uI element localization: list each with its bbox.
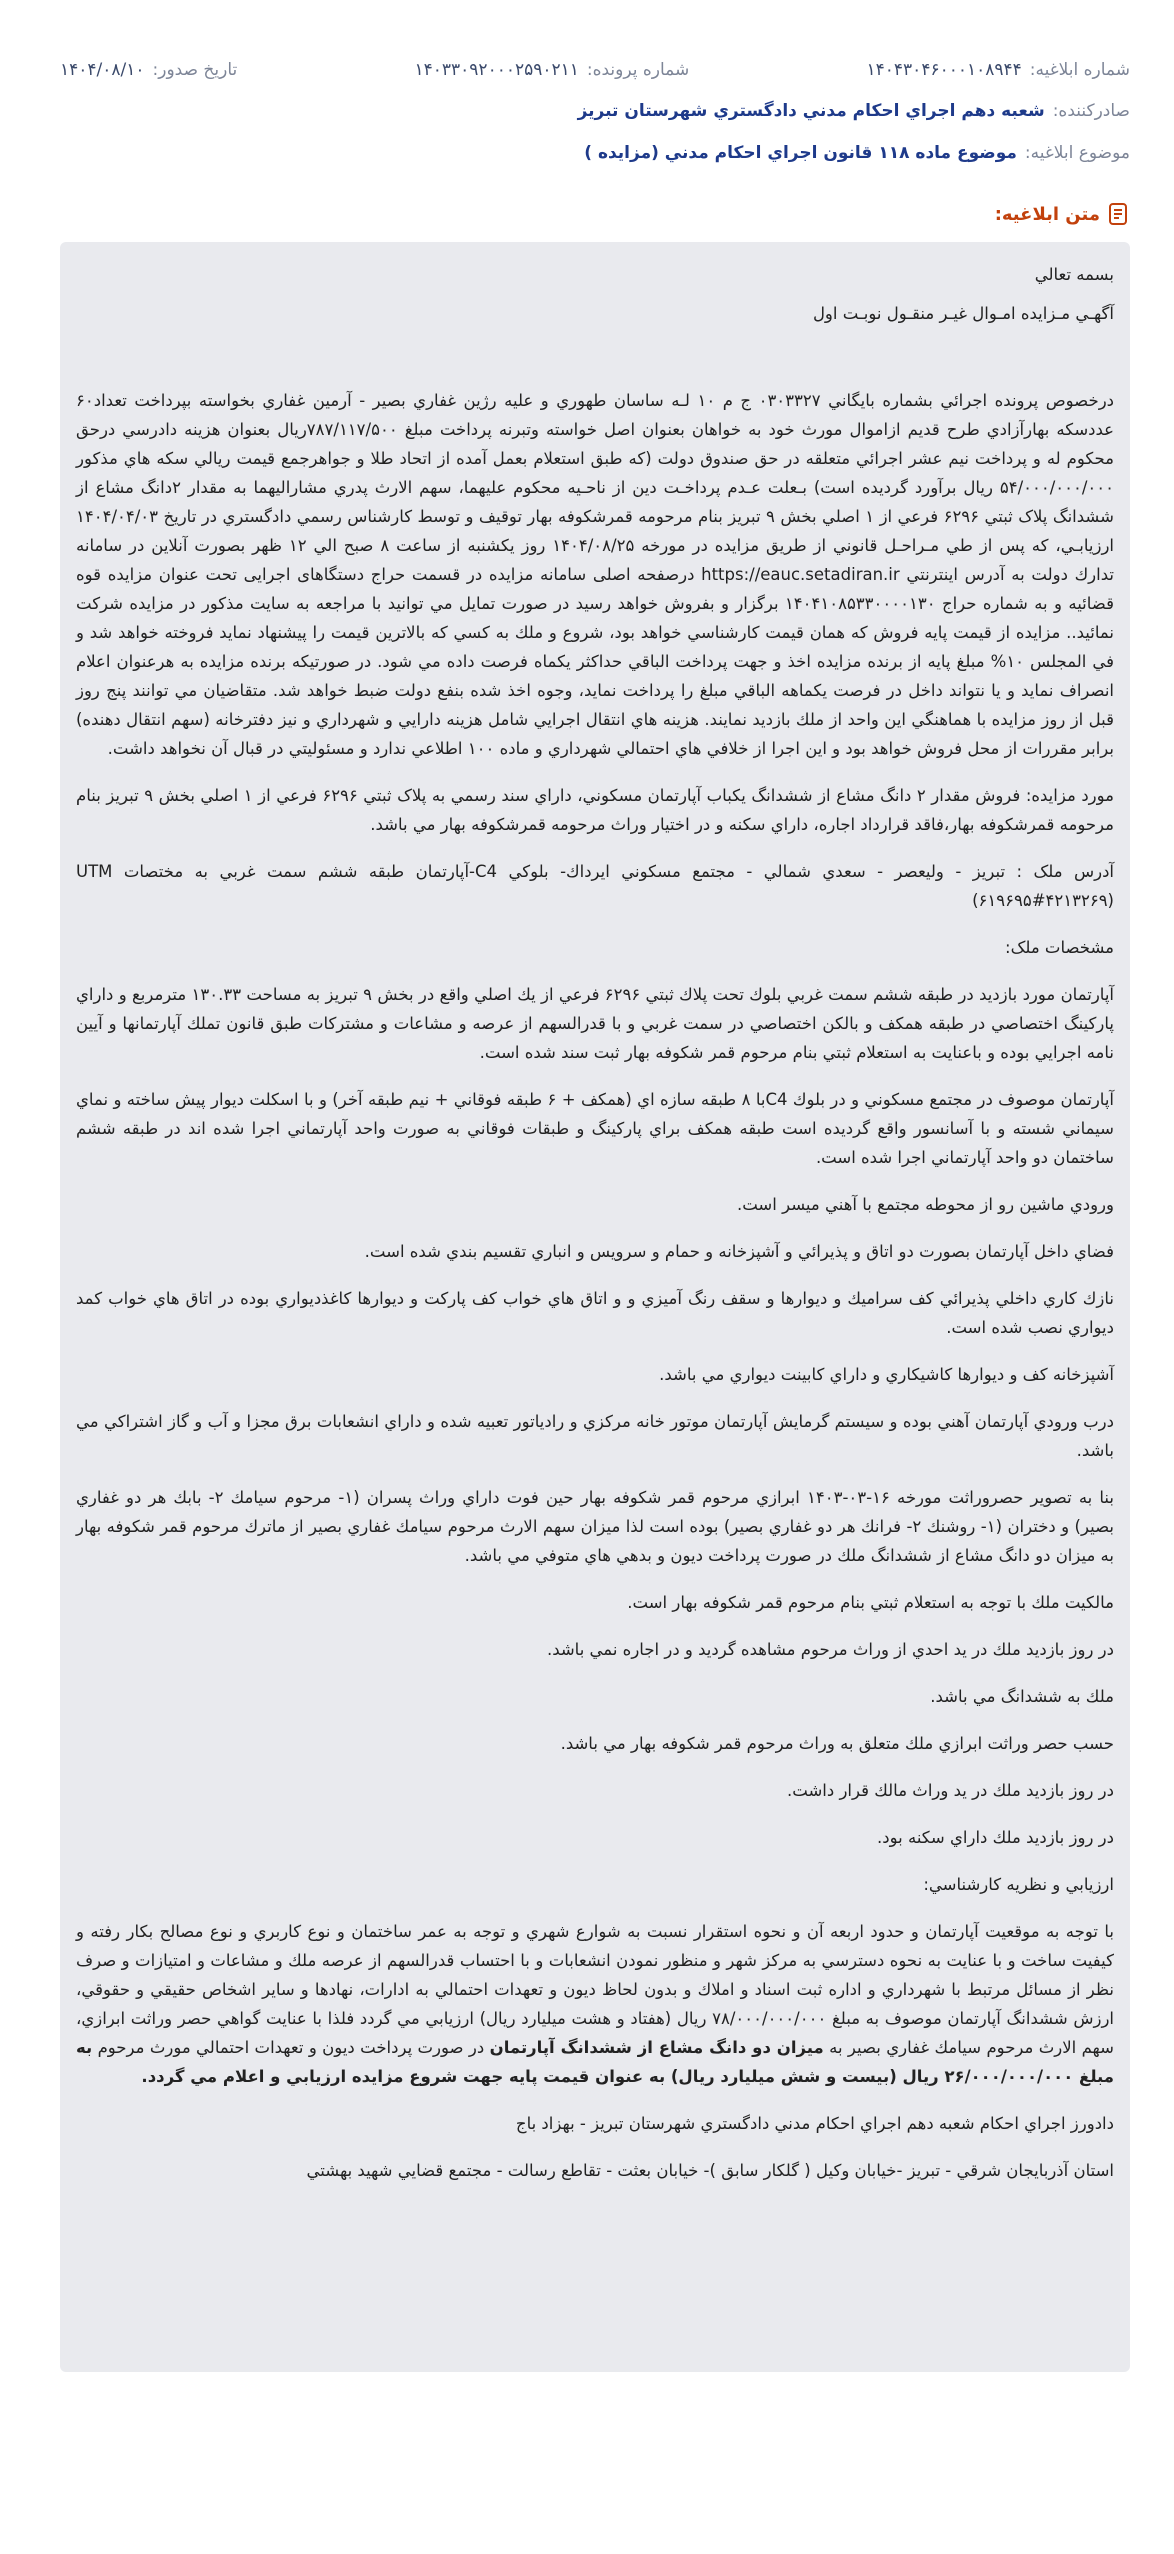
spec-paragraph: بنا به تصوير حصروراثت مورخه ۱۶-۰۳-۱۴۰۳ ابرازي مرحوم قمر شكوفه بهار حين فوت داراي وراث پسران (۱- مرحوم سيامك ۲- بابك هر دو غفاري بصير) و دختران (۱- روشنك ۲- فرانك هر دو غفاري بصير) بوده است لذا ميزان سهم الارث مرحوم سيامك غفاري بصير از ماترك مرحوم قمر شكوفه بهار به ميزان دو دانگ مشاع از ششدانگ ملك در صورت پرداخت ديون و بدهي هاي متوفي مي باشد.: [76, 1488, 1114, 1565]
case-number: [415, 60, 690, 80]
notice-text-heading: [60, 196, 1130, 232]
issue-date-label: تاریخ صدور:: [152, 60, 238, 80]
signatory: دادورز اجراي احكام شعبه دهم اجراي احكام مدني دادگستري شهرستان تبريز - بهزاد باج: [515, 2114, 1114, 2133]
evaluation-paragraph: [76, 1917, 1114, 2091]
issuer-value: شعبه دهم اجراي احكام مدني دادگستري شهرستان تبريز: [577, 101, 1045, 121]
issue-date-value: ۱۴۰۴/۰۸/۱۰: [60, 60, 145, 80]
evaluation-base-price: به مبلغ ۲۶/۰۰۰/۰۰۰/۰۰۰ ريال (بيست و شش ميليارد ريال) به عنوان قيمت پايه جهت شروع مزايده ارزيابي و اعلام مي گردد.: [76, 2038, 1114, 2086]
spec-paragraph: حسب حصر وراثت ابرازي ملك متعلق به وراث مرحوم قمر شكوفه بهار مي باشد.: [560, 1734, 1114, 1753]
notice-document-icon: [1108, 202, 1130, 226]
evaluation-text-a: با توجه به موقعيت آپارتمان و حدود اربعه آن و نحوه استقرار نسبت به شوارع شهري و توجه به عمر ساختمان و نوع كاربري و نوع مصالح بكار رفته و كيفيت ساخت و با عنايت به نحوه دسترسي به مركز شهر و منظور نمودن انشعابات و با احتساب قدرالسهم از عرصه ملك و مشاعات و امتيازات و صرف نظر از مسائل مرتبط با شهرداري و اداره ثبت اسناد و املاك و بدون لحاظ ديون و تعهدات احتمالي به ادارات، نهادها و ساير اشخاص حقيقي و حقوقي، ارزش ششدانگ آپارتمان موصوف به مبلغ ۷۸/۰۰۰/۰۰۰/۰۰۰ ريال (هفتاد و هشت ميليارد ريال) ارزيابي مي گردد فلذا با عنايت گواهي حصر وراثت ابرازي، سهم الارث مرحوم سيامك غفاري بصير به: [76, 1922, 1115, 2057]
office-address: استان آذربايجان شرقي - تبريز -خيابان وكيل ( گلكار سابق )- خيابان بعثت - تقاطع رسالت - مجتمع قضايي شهيد بهشتي: [306, 2161, 1114, 2180]
subject-row: [60, 132, 1130, 174]
evaluation-text-c: در صورت پرداخت ديون و تعهدات احتمالي مورث مرحوم: [92, 2038, 490, 2057]
spec-paragraph: در روز بازديد ملك در يد وراث مالك قرار داشت.: [787, 1781, 1114, 1800]
evaluation-heading: ارزيابي و نظريه كارشناسي:: [923, 1875, 1114, 1894]
notice-body: [60, 242, 1130, 2372]
notice-number: [867, 60, 1130, 80]
meta-row: [60, 50, 1130, 90]
issuer-row: [60, 90, 1130, 132]
auction-title: آگهـي مـزايده امـوال غيـر منقـول نوبـت اول: [812, 304, 1114, 323]
subject-value: موضوع ماده ۱۱۸ قانون اجراي احكام مدني (مزايده ): [584, 143, 1017, 163]
spec-paragraph: آپارتمان موصوف در مجتمع مسكوني و در بلوك C4با ۸ طبقه سازه اي (همكف + ۶ طبقه فوقاني + نيم طبقه آخر) و با اسكلت ديوار پيش ساخته و نماي سيماني شسته و با آسانسور واقع گرديده است طبقه همكف براي پاركينگ و طبقات فوقاني به صورت واحد آپارتماني اجرا شده اند در طبقه ششم ساختمان دو واحد آپارتماني اجرا شده است.: [76, 1090, 1115, 1167]
case-number-label: شماره پرونده:: [586, 60, 690, 80]
spec-paragraph: آشپزخانه كف و ديوارها كاشيكاري و داراي كابينت ديواري مي باشد.: [659, 1365, 1114, 1384]
notice-number-value: ۱۴۰۴۳۰۴۶۰۰۰۱۰۸۹۴۴: [866, 60, 1022, 80]
main-paragraph: درخصوص پرونده اجرائي بشماره بايگاني ۰۳۰۳۳۲۷ ج م ۱۰ لـه ساسان طهوري و عليه رژين غفاري بصير - آرمين غفاري بخواسته بپرداخت تعداد۶۰ عددسکه بهارآزادي طرح قديم ازاموال مورث خود به خواهان بعنوان اصل خواسته وتبرنه پرداخت مبلغ ۷۸۷/۱۱۷/۵۰۰ريال بعنوان هزينه دادرسي درحق محکوم له و پرداخت نيم عشر اجرائي متعلقه در حق صندوق دولت (که طبق استعلام بعمل آمده از اتحاد طلا و جواهرجمع قيمت ريالي سکه هاي مذکور ۵۴/۰۰۰/۰۰۰/۰۰۰ ريال برآورد گرديده است) بـعلت عـدم پرداخـت دين از ناحـيه محکوم عليهما، سهم الارث پدري مشاراليهما به مقدار ۲دانگ مشاع از ششدانگ پلاک ثبتي ۶۲۹۶ فرعي از ۱ اصلي بخش ۹ تبريز بنام مرحومه قمرشکوفه بهار توقيف و توسط کارشناس رسمي دادگستري در تاريخ ۱۴۰۴/۰۴/۰۳ ارزيابـي، كه پس از طي مـراحـل قانوني از طريق مزايده در مورخه ۱۴۰۴/۰۸/۲۵ روز يكشنبه از ساعت ۸ صبح الي ۱۲ ظهر بصورت آنلاين در سامانه تدارك دولت به آدرس اينترنتي https://eauc.setadiran.ir درصفحه اصلی سامانه مزايده در قسمت حراج دستگاهای اجرایی تحت عنوان مزایده قوه قضائيه و به شماره حراج ۱۴۰۴۱۰۸۵۳۳۰۰۰۰۱۳۰ برگزار و بفروش خواهد رسيد در صورت تمايل مي توانيد با مراجعه به سايت مذكور در مزايده شركت نمائيد.. مزايده از قيمت پايه فروش كه همان قيمت كارشناسي خواهد بود، شروع و ملك به كسي كه بالاترين قيمت را پيشنهاد نمايد فروخته خواهد شد و في المجلس ۱۰% مبلغ پايه از برنده مزايده اخذ و جهت پرداخت الباقي حداكثر يكماه فرصت داده مي شود. در صورتيكه برنده مزايده به هرعنوان اعلام انصراف نمايد و يا نتواند داخل در فرصت يكماهه الباقي مبلغ را پرداخت نمايد، وجوه اخذ شده بنفع دولت ضبط خواهد شد. متقاضيان مي توانند پنج روز قبل از روز مزايده با هماهنگي اين واحد از ملك بازديد نمايند. هزينه هاي انتقال اجرايي شامل هزينه دارايي و شهرداري و نيز دفترخانه (سهم انتقال دهنده) برابر مقررات از محل فروش خواهد بود و اين اجرا از خلافي هاي احتمالي شهرداري و ماده ۱۰۰ اطلاعي ندارد و مسئوليتي در قبال آن نخواهد داشت.: [76, 391, 1115, 758]
spec-paragraph: فضاي داخل آپارتمان بصورت دو اتاق و پذيرائي و آشپزخانه و حمام و سرويس و انباري تقسيم بندي شده است.: [364, 1242, 1114, 1261]
evaluation-share: ميزان دو دانگ مشاع از ششدانگ آپارتمان: [489, 2038, 824, 2057]
notice-number-label: شماره ابلاغیه:: [1029, 60, 1130, 80]
case-number-value: ۱۴۰۳۳۰۹۲۰۰۰۲۵۹۰۲۱۱: [414, 60, 579, 80]
specs-heading: مشخصات ملک:: [1005, 938, 1114, 957]
spec-paragraph: ورودي ماشين رو از محوطه مجتمع با آهني ميسر است.: [736, 1195, 1114, 1214]
issue-date: [60, 60, 237, 80]
notice-page: [60, 50, 1130, 2372]
subject-label: موضوع ابلاغیه:: [1024, 143, 1130, 163]
notice-text-title: متن ابلاغیه:: [994, 203, 1100, 225]
spec-paragraph: ملك به ششدانگ مي باشد.: [930, 1687, 1114, 1706]
spacer: [76, 346, 1114, 386]
spec-paragraph: آپارتمان مورد بازديد در طبقه ششم سمت غربي بلوك تحت پلاك ثبتي ۶۲۹۶ فرعي از يك اصلي واقع در بخش ۹ تبريز به مساحت ۱۳۰.۳۳ مترمربع و داراي پاركينگ اختصاصي در طبقه همكف و بالكن اختصاصي در سمت غربي و با قدرالسهم از عرصه و مشاعات و مشتركات طبق قانون تملك آپارتمانها و آيين نامه اجرايي بوده و باعنايت به استعلام ثبتي بنام مرحوم قمر شكوفه بهار ثبت سند شده است.: [76, 985, 1115, 1062]
spec-paragraph: مالكيت ملك با توجه به استعلام ثبتي بنام مرحوم قمر شكوفه بهار است.: [627, 1593, 1114, 1612]
spec-paragraph: در روز بازديد ملك داراي سكنه بود.: [877, 1828, 1114, 1847]
issuer-label: صادرکننده:: [1052, 101, 1130, 121]
bismillah: بسمه تعالي: [1034, 265, 1114, 284]
property-address: آدرس ملک : تبريز - وليعصر - سعدي شمالي - مجتمع مسکوني ايرداك- بلوكي C4-آپارتمان طبقه ششم سمت غربي به مختصات UTM (۶۱۹۶۹۵#۴۲۱۳۲۶۹): [76, 862, 1114, 910]
spec-paragraph: در روز بازديد ملك در يد احدي از وراث مرحوم مشاهده گرديد و در اجاره نمي باشد.: [546, 1640, 1114, 1659]
spec-paragraph: درب ورودي آپارتمان آهني بوده و سيستم گرمايش آپارتمان موتور خانه مركزي و رادياتور تعبيه شده و داراي انشعابات برق مجزا و آب و گاز اشتراكي مي باشد.: [76, 1412, 1114, 1460]
auction-subject: مورد مزايده: فروش مقدار ۲ دانگ مشاع از ششدانگ يکباب آپارتمان مسکوني، داراي سند رسمي به پلاک ثبتي ۶۲۹۶ فرعي از ۱ اصلي بخش ۹ تبريز بنام مرحومه قمرشکوفه بهار،فاقد قرارداد اجاره، داراي سکنه و در اختيار وراث مرحومه قمرشکوفه بهار مي باشد.: [76, 786, 1114, 834]
spec-paragraph: نازك كاري داخلي پذيرائي كف سراميك و ديوارها و سقف رنگ آميزي و و اتاق هاي خواب كف پاركت و ديوارها كاغذديواري بوده در اتاق هاي خواب كمد ديواري نصب شده است.: [76, 1289, 1114, 1337]
